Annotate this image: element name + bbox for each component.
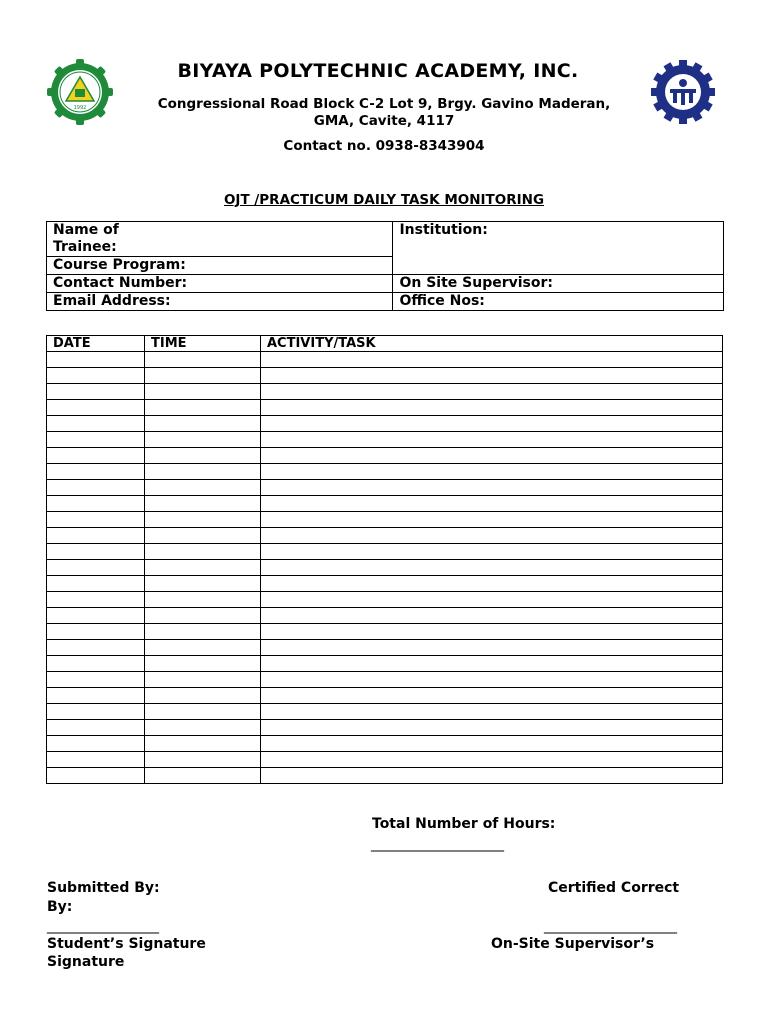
date-cell[interactable] <box>47 464 145 480</box>
table-row <box>47 432 723 448</box>
date-cell[interactable] <box>47 576 145 592</box>
time-cell[interactable] <box>145 672 261 688</box>
time-cell[interactable] <box>145 480 261 496</box>
date-cell[interactable] <box>47 736 145 752</box>
table-row <box>47 368 723 384</box>
time-cell[interactable] <box>145 768 261 784</box>
activity-cell[interactable] <box>261 400 723 416</box>
activity-cell[interactable] <box>261 560 723 576</box>
activity-cell[interactable] <box>261 576 723 592</box>
time-cell[interactable] <box>145 752 261 768</box>
time-cell[interactable] <box>145 592 261 608</box>
date-cell[interactable] <box>47 720 145 736</box>
table-row <box>47 656 723 672</box>
column-header-date: DATE <box>47 336 145 352</box>
time-cell[interactable] <box>145 560 261 576</box>
activity-cell[interactable] <box>261 480 723 496</box>
date-cell[interactable] <box>47 608 145 624</box>
table-row <box>47 768 723 784</box>
time-cell[interactable] <box>145 576 261 592</box>
form-title: OJT /PRACTICUM DAILY TASK MONITORING <box>223 192 545 208</box>
table-row <box>47 560 723 576</box>
signature-label: Signature <box>47 954 125 970</box>
activity-cell[interactable] <box>261 464 723 480</box>
date-cell[interactable] <box>47 544 145 560</box>
time-cell[interactable] <box>145 512 261 528</box>
activity-cell[interactable] <box>261 656 723 672</box>
activity-cell[interactable] <box>261 368 723 384</box>
table-row <box>47 640 723 656</box>
table-row <box>47 464 723 480</box>
school-logo <box>47 59 113 125</box>
table-row <box>47 512 723 528</box>
table-row <box>47 544 723 560</box>
table-row <box>47 352 723 368</box>
trainee-name-field[interactable]: Name of Trainee: <box>47 222 393 257</box>
trainee-info-table <box>46 221 724 311</box>
time-cell[interactable] <box>145 464 261 480</box>
activity-cell[interactable] <box>261 448 723 464</box>
activity-cell[interactable] <box>261 704 723 720</box>
table-row <box>47 496 723 512</box>
table-row <box>47 528 723 544</box>
column-header-activity: ACTIVITY/TASK <box>261 336 723 352</box>
time-cell[interactable] <box>145 688 261 704</box>
office-nos-field[interactable]: Office Nos: <box>393 293 724 311</box>
activity-cell[interactable] <box>261 352 723 368</box>
school-name: BIYAYA POLYTECHNIC ACADEMY, INC. <box>177 60 579 82</box>
column-header-time: TIME <box>145 336 261 352</box>
time-cell[interactable] <box>145 528 261 544</box>
supervisor-signature-label: On-Site Supervisor’s <box>491 936 655 952</box>
activity-cell[interactable] <box>261 528 723 544</box>
logo-year: 1992 <box>73 105 87 111</box>
table-row <box>47 672 723 688</box>
table-row <box>47 448 723 464</box>
date-cell[interactable] <box>47 480 145 496</box>
date-cell[interactable] <box>47 416 145 432</box>
student-signature-line[interactable]: ________________ <box>47 918 159 934</box>
activity-cell[interactable] <box>261 736 723 752</box>
date-cell[interactable] <box>47 752 145 768</box>
activity-cell[interactable] <box>261 720 723 736</box>
institution-field[interactable]: Institution: <box>393 222 724 275</box>
table-row <box>47 704 723 720</box>
time-cell[interactable] <box>145 400 261 416</box>
date-cell[interactable] <box>47 704 145 720</box>
supervisor-signature-line[interactable]: ___________________ <box>544 918 677 934</box>
submitted-by-label: Submitted By: <box>47 880 160 896</box>
date-cell[interactable] <box>47 672 145 688</box>
activity-cell[interactable] <box>261 512 723 528</box>
time-cell[interactable] <box>145 432 261 448</box>
date-cell[interactable] <box>47 592 145 608</box>
date-cell[interactable] <box>47 448 145 464</box>
time-cell[interactable] <box>145 640 261 656</box>
table-row <box>47 592 723 608</box>
activity-cell[interactable] <box>261 672 723 688</box>
course-program-field[interactable]: Course Program: <box>47 257 393 275</box>
table-row <box>47 480 723 496</box>
activity-cell[interactable] <box>261 688 723 704</box>
time-cell[interactable] <box>145 448 261 464</box>
date-cell[interactable] <box>47 528 145 544</box>
table-row <box>47 416 723 432</box>
daily-task-table <box>46 335 723 784</box>
student-signature-label: Student’s Signature <box>47 936 206 952</box>
activity-cell[interactable] <box>261 544 723 560</box>
date-cell[interactable] <box>47 512 145 528</box>
time-cell[interactable] <box>145 544 261 560</box>
time-cell[interactable] <box>145 720 261 736</box>
time-cell[interactable] <box>145 736 261 752</box>
date-cell[interactable] <box>47 352 145 368</box>
date-cell[interactable] <box>47 560 145 576</box>
tesda-logo <box>647 59 719 125</box>
time-cell[interactable] <box>145 608 261 624</box>
time-cell[interactable] <box>145 352 261 368</box>
contact-number: Contact no. 0938-8343904 <box>283 138 485 154</box>
table-row <box>47 720 723 736</box>
time-cell[interactable] <box>145 656 261 672</box>
address-line-2: GMA, Cavite, 4117 <box>313 113 455 129</box>
date-cell[interactable] <box>47 432 145 448</box>
table-row <box>47 384 723 400</box>
onsite-supervisor-field[interactable]: On Site Supervisor: <box>393 275 724 293</box>
table-row <box>47 688 723 704</box>
total-hours-line[interactable]: ___________________ <box>371 836 504 852</box>
activity-cell[interactable] <box>261 608 723 624</box>
date-cell[interactable] <box>47 384 145 400</box>
date-cell[interactable] <box>47 368 145 384</box>
table-row <box>47 400 723 416</box>
time-cell[interactable] <box>145 368 261 384</box>
activity-cell[interactable] <box>261 416 723 432</box>
certified-correct-label: Certified Correct <box>548 880 680 896</box>
activity-cell[interactable] <box>261 640 723 656</box>
table-row <box>47 752 723 768</box>
time-cell[interactable] <box>145 624 261 640</box>
date-cell[interactable] <box>47 640 145 656</box>
date-cell[interactable] <box>47 496 145 512</box>
date-cell[interactable] <box>47 624 145 640</box>
address-line-1: Congressional Road Block C-2 Lot 9, Brgy. Gavino Maderan, <box>157 96 611 112</box>
activity-cell[interactable] <box>261 752 723 768</box>
total-hours-label: Total Number of Hours: <box>372 816 556 832</box>
table-row <box>47 576 723 592</box>
by-label: By: <box>47 899 73 915</box>
time-cell[interactable] <box>145 704 261 720</box>
activity-cell[interactable] <box>261 624 723 640</box>
table-row <box>47 624 723 640</box>
table-row <box>47 736 723 752</box>
date-cell[interactable] <box>47 688 145 704</box>
date-cell[interactable] <box>47 656 145 672</box>
activity-cell[interactable] <box>261 432 723 448</box>
time-cell[interactable] <box>145 384 261 400</box>
date-cell[interactable] <box>47 768 145 784</box>
activity-cell[interactable] <box>261 384 723 400</box>
time-cell[interactable] <box>145 416 261 432</box>
time-cell[interactable] <box>145 496 261 512</box>
activity-cell[interactable] <box>261 496 723 512</box>
email-address-field[interactable]: Email Address: <box>47 293 393 311</box>
activity-cell[interactable] <box>261 592 723 608</box>
date-cell[interactable] <box>47 400 145 416</box>
contact-number-field[interactable]: Contact Number: <box>47 275 393 293</box>
activity-cell[interactable] <box>261 768 723 784</box>
table-row <box>47 608 723 624</box>
